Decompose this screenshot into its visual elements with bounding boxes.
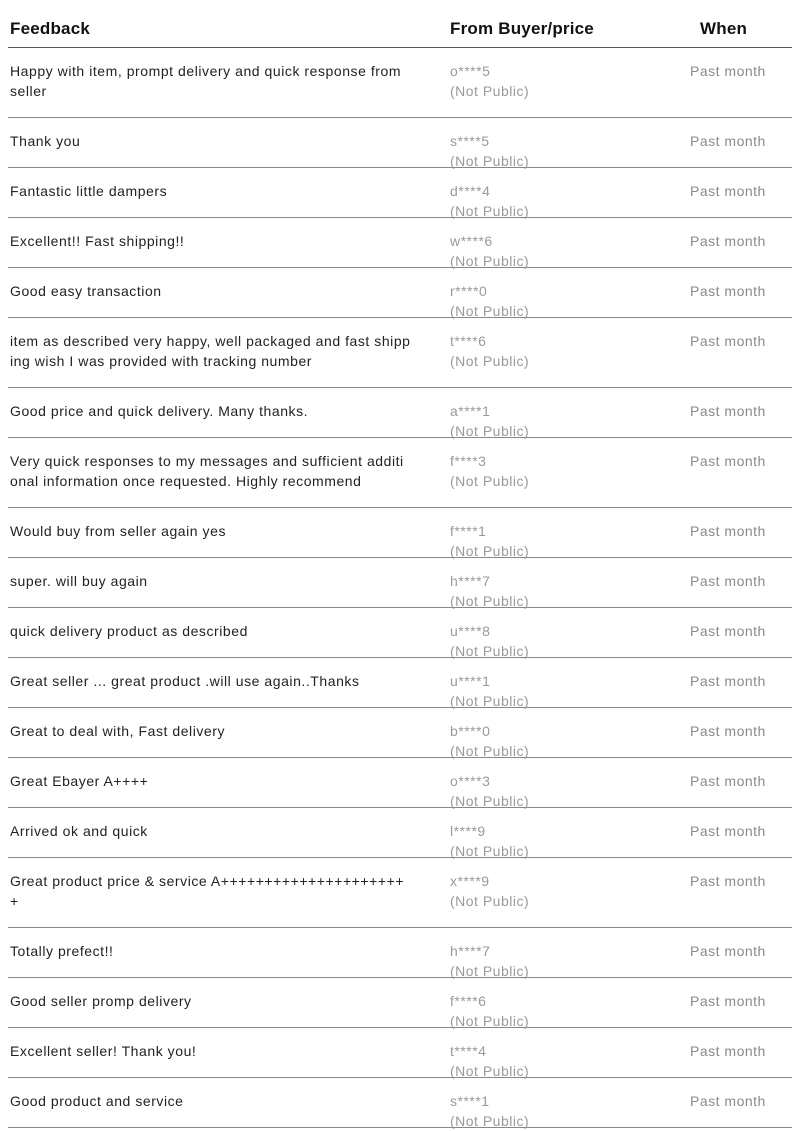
column-header-feedback: Feedback [10, 19, 91, 38]
buyer-privacy-note: (Not Public) [450, 423, 530, 439]
buyer-privacy-note: (Not Public) [450, 153, 530, 169]
buyer-cell [450, 118, 690, 169]
buyer-cell [450, 978, 690, 1029]
feedback-row [8, 218, 792, 268]
feedback-when: Past month [690, 723, 766, 739]
feedback-text: Great Ebayer A++++ [10, 773, 149, 789]
feedback-row [8, 318, 792, 388]
feedback-text: Great product price & service A++++++++++++++++++++++ [10, 873, 405, 909]
buyer-privacy-note: (Not Public) [450, 473, 530, 489]
buyer-cell [450, 708, 690, 759]
buyer-masked-username: x****9 [450, 873, 490, 889]
buyer-cell [450, 758, 690, 809]
buyer-cell [450, 318, 690, 369]
feedback-when: Past month [690, 63, 766, 79]
feedback-row [8, 928, 792, 978]
buyer-masked-username: h****7 [450, 943, 491, 959]
buyer-privacy-note: (Not Public) [450, 1013, 530, 1029]
feedback-row [8, 808, 792, 858]
column-header-from-buyer-price: From Buyer/price [450, 19, 594, 38]
buyer-cell [450, 438, 690, 489]
feedback-text: Good price and quick delivery. Many thanks. [10, 403, 309, 419]
table-body [8, 48, 792, 1128]
feedback-text: Good product and service [10, 1093, 184, 1109]
buyer-privacy-note: (Not Public) [450, 303, 530, 319]
buyer-masked-username: f****6 [450, 993, 487, 1009]
feedback-text: Would buy from seller again yes [10, 523, 226, 539]
feedback-row [8, 268, 792, 318]
feedback-row [8, 438, 792, 508]
buyer-privacy-note: (Not Public) [450, 593, 530, 609]
buyer-privacy-note: (Not Public) [450, 353, 530, 369]
feedback-row [8, 608, 792, 658]
feedback-text: quick delivery product as described [10, 623, 248, 639]
feedback-when: Past month [690, 993, 766, 1009]
feedback-text: item as described very happy, well packaged and fast shipping wish I was provided with tracking number [10, 333, 411, 369]
feedback-when: Past month [690, 1093, 766, 1109]
feedback-when: Past month [690, 333, 766, 349]
buyer-cell [450, 608, 690, 659]
feedback-row [8, 48, 792, 118]
buyer-masked-username: s****5 [450, 133, 490, 149]
buyer-cell [450, 928, 690, 979]
buyer-masked-username: t****4 [450, 1043, 487, 1059]
feedback-text: Excellent!! Fast shipping!! [10, 233, 185, 249]
buyer-masked-username: d****4 [450, 183, 491, 199]
buyer-masked-username: f****1 [450, 523, 487, 539]
feedback-text: Arrived ok and quick [10, 823, 148, 839]
buyer-masked-username: l****9 [450, 823, 486, 839]
buyer-cell [450, 268, 690, 319]
feedback-when: Past month [690, 623, 766, 639]
feedback-when: Past month [690, 233, 766, 249]
feedback-text: Great seller ... great product .will use again..Thanks [10, 673, 360, 689]
feedback-when: Past month [690, 183, 766, 199]
feedback-when: Past month [690, 403, 766, 419]
feedback-row [8, 388, 792, 438]
feedback-text: Excellent seller! Thank you! [10, 1043, 197, 1059]
buyer-cell [450, 658, 690, 709]
buyer-cell [450, 168, 690, 219]
buyer-masked-username: t****6 [450, 333, 487, 349]
feedback-when: Past month [690, 823, 766, 839]
feedback-text: Good easy transaction [10, 283, 162, 299]
buyer-cell [450, 1078, 690, 1129]
feedback-when: Past month [690, 943, 766, 959]
feedback-row [8, 658, 792, 708]
feedback-when: Past month [690, 773, 766, 789]
feedback-when: Past month [690, 453, 766, 469]
feedback-table-header [8, 0, 792, 48]
buyer-cell [450, 808, 690, 859]
feedback-when: Past month [690, 133, 766, 149]
buyer-privacy-note: (Not Public) [450, 253, 530, 269]
buyer-masked-username: o****3 [450, 773, 491, 789]
buyer-cell [450, 508, 690, 559]
buyer-masked-username: u****1 [450, 673, 491, 689]
feedback-text: super. will buy again [10, 573, 148, 589]
buyer-privacy-note: (Not Public) [450, 893, 530, 909]
feedback-text: Very quick responses to my messages and sufficient additional information once requested. Highly recommend [10, 453, 404, 489]
buyer-masked-username: a****1 [450, 403, 491, 419]
buyer-privacy-note: (Not Public) [450, 203, 530, 219]
buyer-cell [450, 1028, 690, 1079]
feedback-row [8, 168, 792, 218]
feedback-row [8, 558, 792, 608]
column-header-when: When [700, 19, 748, 38]
feedback-row [8, 508, 792, 558]
buyer-privacy-note: (Not Public) [450, 543, 530, 559]
buyer-masked-username: w****6 [450, 233, 493, 249]
buyer-privacy-note: (Not Public) [450, 693, 530, 709]
feedback-table [8, 0, 792, 1128]
buyer-masked-username: h****7 [450, 573, 491, 589]
feedback-when: Past month [690, 673, 766, 689]
buyer-masked-username: b****0 [450, 723, 491, 739]
feedback-row [8, 1078, 792, 1128]
feedback-text: Totally prefect!! [10, 943, 114, 959]
buyer-cell [450, 388, 690, 439]
buyer-privacy-note: (Not Public) [450, 843, 530, 859]
buyer-privacy-note: (Not Public) [450, 743, 530, 759]
feedback-row [8, 708, 792, 758]
feedback-text: Fantastic little dampers [10, 183, 168, 199]
buyer-masked-username: s****1 [450, 1093, 490, 1109]
feedback-text: Good seller promp delivery [10, 993, 192, 1009]
feedback-when: Past month [690, 573, 766, 589]
buyer-cell [450, 858, 690, 909]
feedback-when: Past month [690, 873, 766, 889]
buyer-cell [450, 218, 690, 269]
feedback-when: Past month [690, 523, 766, 539]
buyer-cell [450, 48, 690, 99]
buyer-privacy-note: (Not Public) [450, 643, 530, 659]
buyer-privacy-note: (Not Public) [450, 1113, 530, 1129]
feedback-row [8, 858, 792, 928]
feedback-row [8, 758, 792, 808]
buyer-masked-username: f****3 [450, 453, 487, 469]
buyer-masked-username: r****0 [450, 283, 488, 299]
feedback-when: Past month [690, 283, 766, 299]
buyer-privacy-note: (Not Public) [450, 83, 530, 99]
feedback-text: Thank you [10, 133, 81, 149]
buyer-privacy-note: (Not Public) [450, 963, 530, 979]
feedback-row [8, 118, 792, 168]
buyer-masked-username: u****8 [450, 623, 491, 639]
feedback-text: Happy with item, prompt delivery and quick response from seller [10, 63, 402, 99]
feedback-row [8, 1028, 792, 1078]
feedback-text: Great to deal with, Fast delivery [10, 723, 226, 739]
buyer-privacy-note: (Not Public) [450, 1063, 530, 1079]
buyer-cell [450, 558, 690, 609]
feedback-row [8, 978, 792, 1028]
buyer-privacy-note: (Not Public) [450, 793, 530, 809]
feedback-when: Past month [690, 1043, 766, 1059]
buyer-masked-username: o****5 [450, 63, 491, 79]
